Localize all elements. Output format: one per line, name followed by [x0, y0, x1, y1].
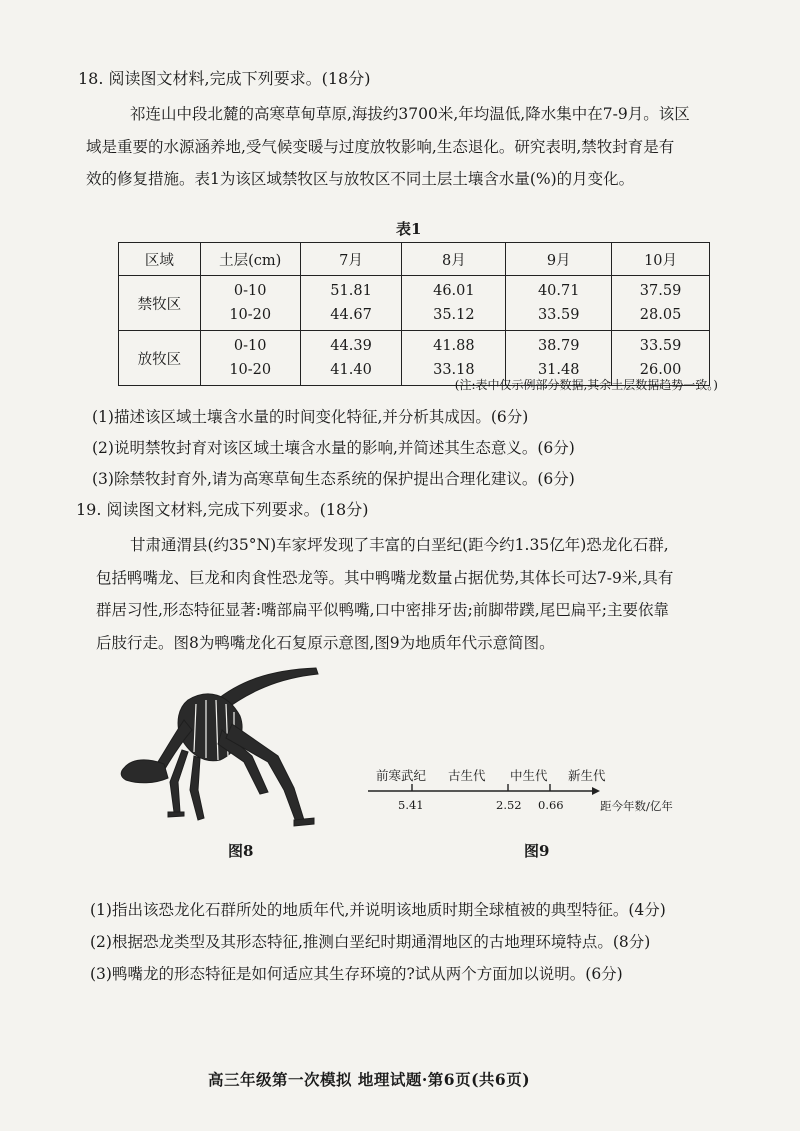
header-layer: 土层(cm): [200, 243, 300, 276]
q18-sub-3: (3)除禁牧封育外,请为高寒草甸生态系统的保护提出合理化建议。(6分): [92, 470, 575, 488]
q19-line: 群居习性,形态特征显著:嘴部扁平似鸭嘴,口中密排牙齿;前脚带蹼,尾巴扁平;主要依靠: [96, 601, 669, 619]
q18-sub-1: (1)描述该区域土壤含水量的时间变化特征,并分析其成因。(6分): [92, 408, 529, 426]
q19-line: 甘肃通渭县(约35°N)车家坪发现了丰富的白垩纪(距今约1.35亿年)恐龙化石群,: [130, 536, 669, 554]
q19-sub-3: (3)鸭嘴龙的形态特征是如何适应其生存环境的?试从两个方面加以说明。(6分): [90, 965, 623, 983]
table-note: (注:表中仅示例部分数据,其余土层数据趋势一致。): [454, 378, 718, 392]
value-cell: 37.59 28.05: [612, 276, 710, 331]
era-mesozoic: 中生代: [510, 768, 548, 783]
table-header-row: [119, 243, 710, 276]
table-caption: 表1: [396, 220, 422, 238]
value-cell: 44.39 41.40: [300, 331, 402, 386]
dinosaur-skeleton-image: [118, 660, 328, 830]
header-jul: 7月: [300, 243, 402, 276]
header-region: 区域: [119, 243, 201, 276]
q18-material: [86, 98, 736, 196]
layer-cell: 0-10 10-20: [200, 276, 300, 331]
era-cenozoic: 新生代: [568, 768, 606, 783]
q18-line: 祁连山中段北麓的高寒草甸草原,海拔约3700米,年均温低,降水集中在7-9月。该区: [130, 105, 690, 123]
geologic-timeline: [360, 760, 700, 820]
value-cell: 40.71 33.59: [506, 276, 612, 331]
header-aug: 8月: [402, 243, 506, 276]
q18-line: 域是重要的水源涵养地,受气候变暖与过度放牧影响,生态退化。研究表明,禁牧封育是有: [86, 137, 675, 156]
value-cell: 33.59 26.00: [612, 331, 710, 386]
fig8-caption: 图8: [228, 842, 254, 860]
q19-sub-1: (1)指出该恐龙化石群所处的地质年代,并说明该地质时期全球植被的典型特征。(4分): [90, 901, 666, 919]
axis-label: 距今年数/亿年: [600, 799, 673, 813]
value-cell: 51.81 44.67: [300, 276, 402, 331]
value-cell: 41.88 33.18: [402, 331, 506, 386]
q19-sub-2: (2)根据恐龙类型及其形态特征,推测白垩纪时期通渭地区的古地理环境特点。(8分): [90, 933, 651, 951]
value-cell: 46.01 35.12: [402, 276, 506, 331]
era-paleozoic: 古生代: [448, 768, 486, 783]
fig9-caption: 图9: [524, 842, 550, 860]
era-precambrian: 前寒武纪: [376, 768, 427, 783]
layer-cell: 0-10 10-20: [200, 331, 300, 386]
q18-sub-2: (2)说明禁牧封育对该区域土壤含水量的影响,并简述其生态意义。(6分): [92, 439, 575, 457]
q19-title: 19. 阅读图文材料,完成下列要求。(18分): [76, 500, 369, 519]
tick-label: 5.41: [398, 798, 424, 812]
q19-line: 后肢行走。图8为鸭嘴龙化石复原示意图,图9为地质年代示意简图。: [96, 633, 555, 652]
q18-title: 18. 阅读图文材料,完成下列要求。(18分): [78, 69, 371, 88]
soil-moisture-table: [118, 242, 710, 386]
table-row: [119, 276, 710, 331]
tick-label: 0.66: [538, 798, 564, 812]
value-cell: 38.79 31.48: [506, 331, 612, 386]
q19-line: 包括鸭嘴龙、巨龙和肉食性恐龙等。其中鸭嘴龙数量占据优势,其体长可达7-9米,具有: [96, 568, 674, 587]
header-oct: 10月: [612, 243, 710, 276]
q18-line: 效的修复措施。表1为该区域禁牧区与放牧区不同土层土壤含水量(%)的月变化。: [86, 170, 635, 188]
region-cell: 禁牧区: [119, 276, 201, 331]
region-cell: 放牧区: [119, 331, 201, 386]
page-footer: 高三年级第一次模拟 地理试题·第6页(共6页): [208, 1070, 531, 1089]
tick-label: 2.52: [496, 798, 522, 812]
header-sep: 9月: [506, 243, 612, 276]
q19-material: [96, 529, 736, 659]
